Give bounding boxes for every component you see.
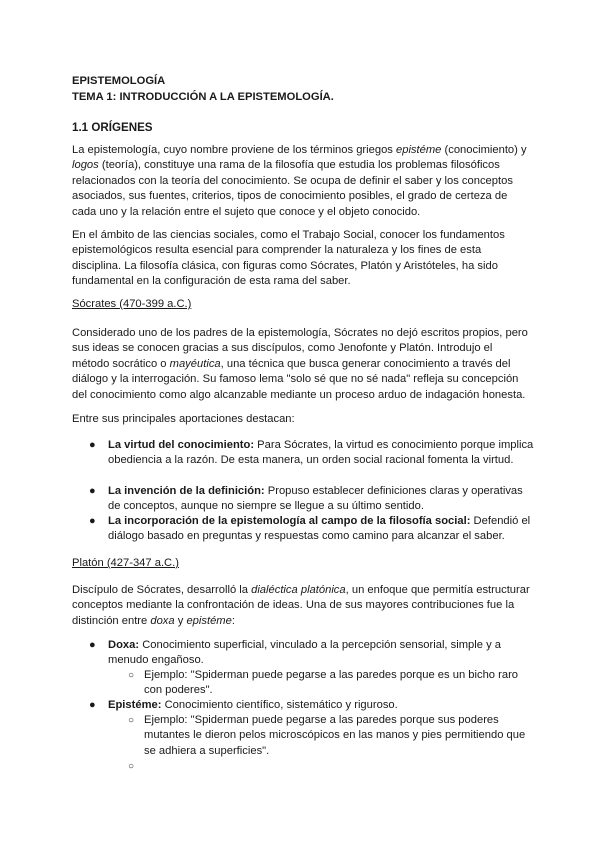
text-run: (conocimiento) y (441, 144, 527, 156)
bullet-text: Conocimiento superficial, vinculado a la percepción sensorial, simple y a menudo engañoso. (108, 639, 502, 667)
italic-term: doxa (150, 614, 175, 627)
bullet-icon: ● (89, 485, 96, 497)
list-item (89, 638, 534, 669)
sub-list-item (128, 713, 534, 759)
list-item (89, 514, 534, 545)
paragraph-socrates (72, 326, 532, 403)
italic-term: mayéutica (169, 357, 221, 370)
bullet-icon: ● (89, 515, 96, 527)
text-run: La epistemología, cuyo nombre proviene de los términos griegos (72, 144, 396, 156)
bullet-bold: La invención de la definición: (108, 485, 265, 497)
bullet-bold: La virtud del conocimiento: (108, 439, 255, 451)
list-item (89, 484, 534, 515)
bullet-bold: La incorporación de la epistemología al campo de la filosofía social: (108, 515, 471, 527)
italic-term: epistéme (396, 144, 442, 156)
bullet-icon: ● (89, 699, 96, 711)
sub-bullet-icon: ○ (128, 670, 135, 681)
list-item (89, 438, 534, 469)
paragraph-intro (72, 143, 532, 220)
section-title: 1.1 ORÍGENES (72, 121, 153, 134)
paragraph-platon (72, 583, 532, 629)
platon-heading: Platón (427-347 a.C.) (72, 557, 179, 569)
socrates-intro: Entre sus principales aportaciones destacan: (72, 413, 295, 425)
bullet-text: Propuso establecer definiciones claras y operativas de conceptos, aunque no siempre se llegue a su último sentido. (108, 485, 523, 513)
bullet-icon: ● (89, 439, 96, 451)
italic-term: logos (72, 159, 99, 172)
bullet-text: Para Sócrates, la virtud es conocimiento porque implica obediencia a la razón. De esta manera, un orden social racional fomenta la virtud. (108, 439, 534, 467)
document-title (72, 73, 532, 105)
text-run: (teoría), constituye una rama de la filosofía que estudia los problemas filosóficos relacionados con la teoría del conocimiento. Se ocupa de definir el saber y los conceptos asociados, sus fuentes, criterios, tipos de conocimiento posibles, el grado de certeza de cada uno y la relación entre el sujeto que conoce y el objeto conocido. (72, 159, 513, 218)
text-run: y (174, 614, 187, 627)
text-run: , una técnica que busca generar conocimiento a través del diálogo y la interrogación. Su famoso lema "solo sé que no sé nada" refleja su concepción del conocimiento como algo alcanzable mediante un proceso arduo de indagación honesta. (72, 357, 526, 401)
italic-term: dialéctica platónica (251, 584, 346, 596)
sub-bullet-text: Ejemplo: "Spiderman puede pegarse a las paredes porque sus poderes mutantes le dieron pelos microscópicos en las manos y pies permitiendo que se adhiera a superficies". (144, 714, 526, 757)
bullet-bold: Doxa: (108, 639, 140, 651)
list-item (89, 698, 534, 713)
text-run: , un enfoque que permitía estructurar conceptos mediante la confrontación de ideas. Una de sus mayores contribuciones fue la distinción entre (72, 584, 530, 627)
sub-bullet-icon: ○ (128, 715, 135, 726)
subtitle-line: TEMA 1: INTRODUCCIÓN A LA EPISTEMOLOGÍA. (72, 91, 334, 103)
bullet-bold: Epistéme: (108, 699, 162, 711)
sub-bullet-icon: ○ (128, 761, 135, 772)
text-run: : (231, 614, 235, 627)
text-run: Considerado uno de los padres de la epistemología, Sócrates no dejó escritos propios, pero sus ideas se conocen gracias a sus discípulos, como Jenofonte y Platón. Introdujo el método socrático o (72, 327, 528, 370)
socrates-heading: Sócrates (470-399 a.C.) (72, 298, 192, 310)
italic-term: epistéme (186, 614, 232, 627)
sub-list-item (128, 668, 534, 699)
bullet-text: Defendió el diálogo basado en preguntas y respuestas como camino para alcanzar el saber. (108, 515, 531, 543)
text-run: Discípulo de Sócrates, desarrolló la (72, 584, 252, 596)
paragraph-social-sciences: En el ámbito de las ciencias sociales, como el Trabajo Social, conocer los fundamentos epistemológicos resulta esencial para comprender la naturaleza y los fines de esta disciplina. La filosofía clásica, con figuras como Sócrates, Platón y Aristóteles, ha sido fundamental en la configuración de esta rama del saber. (72, 229, 505, 288)
sub-bullet-text: Ejemplo: "Spiderman puede pegarse a las paredes porque es un bicho raro con poderes". (144, 669, 519, 697)
bullet-icon: ● (89, 639, 96, 651)
bullet-text: Conocimiento científico, sistemático y riguroso. (161, 699, 398, 711)
title-line: EPISTEMOLOGÍA (72, 75, 166, 87)
